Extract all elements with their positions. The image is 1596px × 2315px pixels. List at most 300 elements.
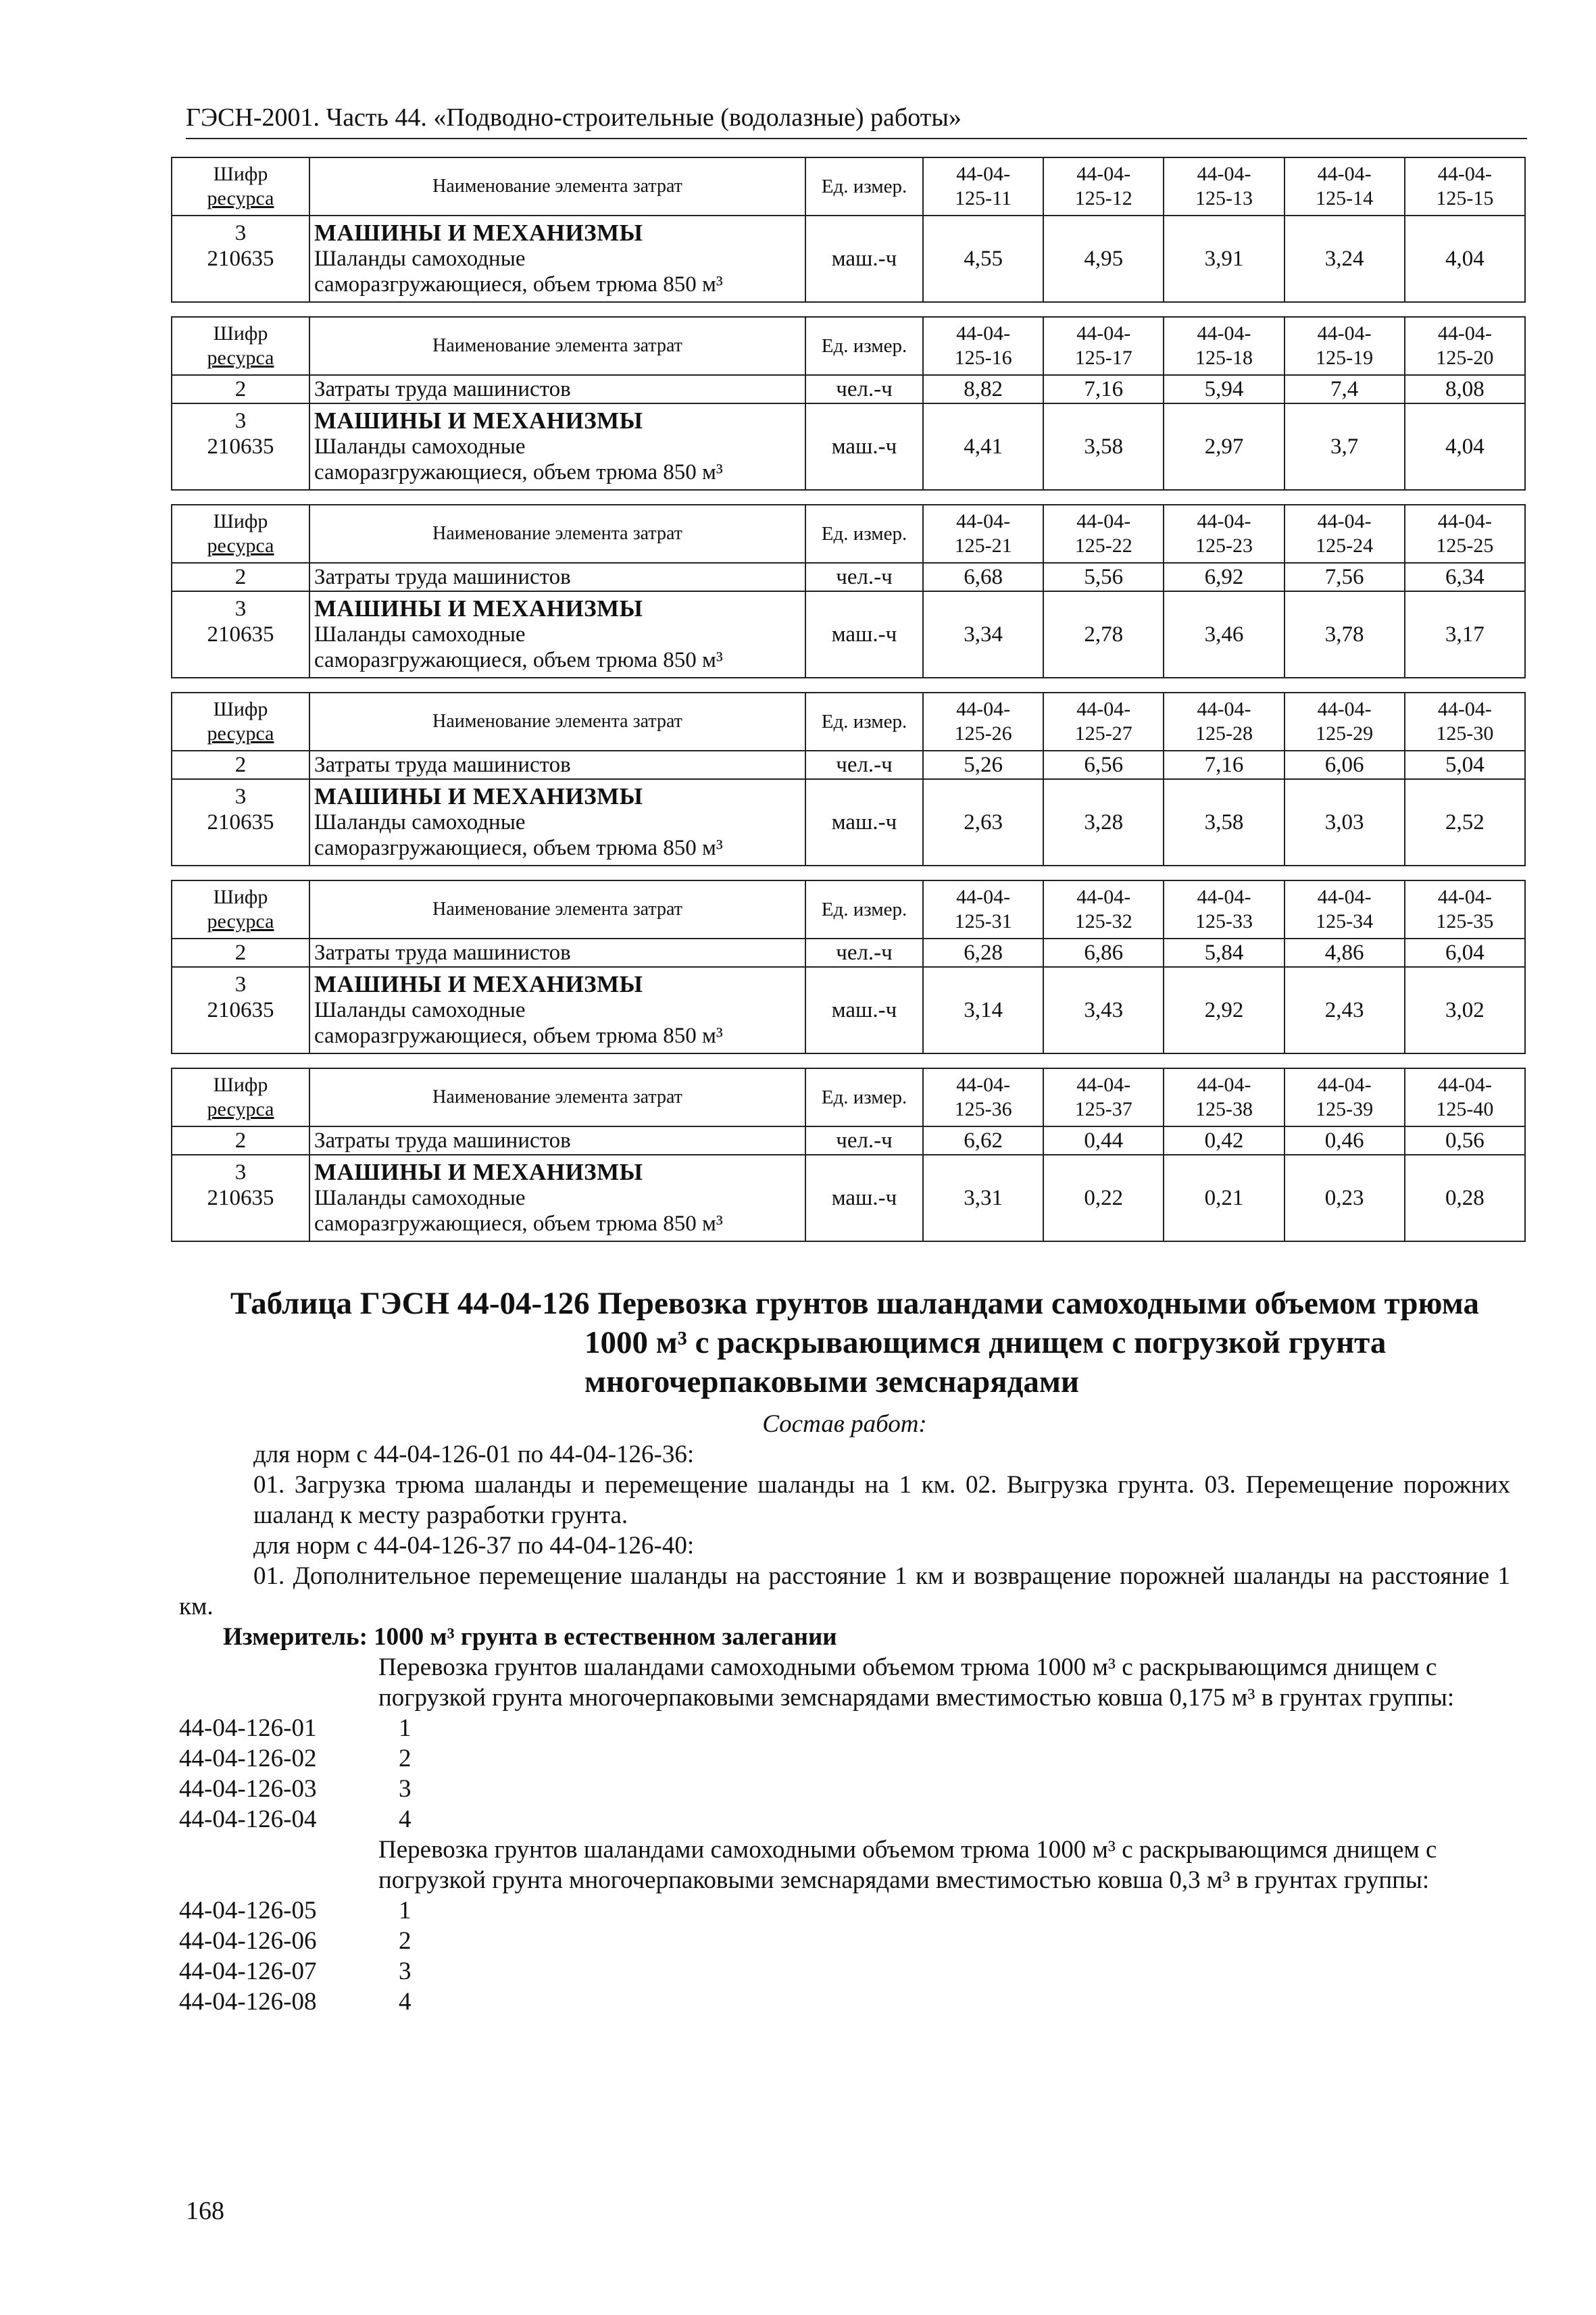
- resource-unit: чел.-ч: [805, 751, 923, 779]
- norm-code: 44-04-126-06: [179, 1927, 317, 1955]
- machine-name-line-2: саморазгружающиеся, объем трюма 850 м³: [314, 1024, 723, 1048]
- norm-code-part-1: 44-04-: [956, 886, 1011, 908]
- machine-code: 210635: [207, 1186, 274, 1210]
- norm-code-part-1: 44-04-: [1317, 1074, 1372, 1096]
- resource-name: Затраты труда машинистов: [309, 375, 805, 403]
- value-cell: 6,28: [923, 939, 1043, 967]
- norm-code-header: [923, 317, 1043, 375]
- value-cell: 3,34: [923, 591, 1043, 678]
- resource-name: [309, 967, 805, 1053]
- norm-code-part-2: 125-23: [1195, 534, 1253, 557]
- value-cell: 6,06: [1285, 751, 1405, 779]
- norm-code: 44-04-126-05: [179, 1897, 317, 1924]
- machinery-row: [172, 216, 1525, 302]
- table-header-row: [172, 1068, 1525, 1126]
- table-title-line-3: многочерпаковыми земснарядами: [584, 1364, 1079, 1399]
- machine-name-line-1: Шаланды самоходные: [314, 810, 526, 835]
- value-cell: 3,91: [1164, 216, 1284, 302]
- value-cell: 2,52: [1405, 779, 1525, 866]
- code-list-1: [179, 1713, 1510, 1835]
- norm-code-part-1: 44-04-: [956, 698, 1011, 720]
- soil-group: 1: [399, 1897, 412, 1924]
- resource-code: 2: [172, 1126, 309, 1155]
- machine-code: 210635: [207, 434, 274, 459]
- code-header-line-2: ресурса: [207, 722, 274, 745]
- norm-code: 44-04-126-04: [179, 1806, 317, 1833]
- norm-table: [171, 157, 1526, 303]
- norm-code-part-2: 125-35: [1436, 910, 1494, 932]
- norm-code-header: [1285, 157, 1405, 216]
- code-header: [172, 1068, 309, 1126]
- norm-code-part-2: 125-17: [1074, 347, 1132, 369]
- value-cell: 3,02: [1405, 967, 1525, 1053]
- value-cell: 0,21: [1164, 1155, 1284, 1241]
- unit-header: Ед. измер.: [805, 1068, 923, 1126]
- value-cell: 3,24: [1285, 216, 1405, 302]
- value-cell: 4,55: [923, 216, 1043, 302]
- value-cell: 2,63: [923, 779, 1043, 866]
- machine-code: 210635: [207, 247, 274, 271]
- code-header-line-2: ресурса: [207, 347, 274, 369]
- unit-header: Ед. измер.: [805, 693, 923, 751]
- norm-code-header: [1285, 693, 1405, 751]
- table-header-row: [172, 880, 1525, 939]
- value-cell: 6,56: [1043, 751, 1164, 779]
- value-cell: 0,42: [1164, 1126, 1284, 1155]
- norm-code-part-2: 125-14: [1316, 187, 1374, 209]
- name-header: Наименование элемента затрат: [309, 505, 805, 563]
- machine-name-line-1: Шаланды самоходные: [314, 1186, 526, 1210]
- norm-code-header: [1285, 317, 1405, 375]
- resource-code: [172, 216, 309, 302]
- norm-range-2: для норм с 44-04-126-37 по 44-04-126-40:: [253, 1532, 695, 1560]
- value-cell: 5,84: [1164, 939, 1284, 967]
- code-header: [172, 317, 309, 375]
- resource-name: Затраты труда машинистов: [309, 563, 805, 591]
- code-header-line-1: Шифр: [213, 163, 268, 185]
- resource-unit: чел.-ч: [805, 1126, 923, 1155]
- value-cell: 3,58: [1164, 779, 1284, 866]
- norm-code-header: [1285, 880, 1405, 939]
- norm-code-part-1: 44-04-: [1437, 510, 1492, 532]
- section-code: 3: [234, 1160, 247, 1185]
- code-header-line-1: Шифр: [213, 322, 268, 345]
- name-header: Наименование элемента затрат: [309, 880, 805, 939]
- norm-code-part-1: 44-04-: [956, 322, 1011, 345]
- norm-code-header: [1405, 505, 1525, 563]
- norm-code-header: [1164, 317, 1284, 375]
- norm-code-header: [1164, 693, 1284, 751]
- resource-code: [172, 967, 309, 1053]
- norm-code-part-2: 125-13: [1195, 187, 1253, 209]
- page-number: 168: [186, 2197, 224, 2225]
- norm-code-header: [1285, 1068, 1405, 1126]
- name-header: Наименование элемента затрат: [309, 693, 805, 751]
- norm-code-part-2: 125-24: [1316, 534, 1374, 557]
- resource-code: [172, 779, 309, 866]
- norm-code-part-1: 44-04-: [1317, 163, 1372, 185]
- value-cell: 3,17: [1405, 591, 1525, 678]
- norm-code-part-2: 125-36: [954, 1098, 1012, 1120]
- norm-code-part-2: 125-27: [1074, 722, 1132, 745]
- work-list-2: [179, 1561, 1510, 1622]
- norm-code-part-1: 44-04-: [1437, 1074, 1492, 1096]
- norm-table: [171, 1068, 1526, 1242]
- work-list-1: [179, 1470, 1510, 1530]
- norm-code-header: [1405, 157, 1525, 216]
- norm-table: [171, 880, 1526, 1054]
- norm-code-part-2: 125-34: [1316, 910, 1374, 932]
- norm-code-header: [1043, 693, 1164, 751]
- table-title: [179, 1284, 1530, 1401]
- soil-group: 3: [399, 1775, 412, 1803]
- norm-code-part-2: 125-39: [1316, 1098, 1374, 1120]
- norm-code-part-1: 44-04-: [1437, 322, 1492, 345]
- resource-code: 2: [172, 375, 309, 403]
- composition-heading: Состав работ:: [762, 1410, 927, 1438]
- value-cell: 2,97: [1164, 403, 1284, 490]
- norm-code-part-1: 44-04-: [1317, 698, 1372, 720]
- soil-group: 3: [399, 1958, 412, 1985]
- code-header-line-2: ресурса: [207, 187, 274, 209]
- section-code: 3: [234, 597, 247, 621]
- norm-code-header: [1043, 880, 1164, 939]
- resource-code: 2: [172, 751, 309, 779]
- resource-name: [309, 591, 805, 678]
- norm-code-part-2: 125-38: [1195, 1098, 1253, 1120]
- norm-code-header: [923, 693, 1043, 751]
- description-1: Перевозка грунтов шаландами самоходными объемом трюма 1000 м³ с раскрывающимся днищем с погрузкой грунта многочерпаковыми земснарядами вместимостью ковша 0,175 м³ в грунтах группы:: [378, 1653, 1455, 1712]
- table-header-row: [172, 317, 1525, 375]
- norm-code-part-2: 125-31: [954, 910, 1012, 932]
- value-cell: 2,92: [1164, 967, 1284, 1053]
- norm-table: [171, 504, 1526, 678]
- machine-name-line-2: саморазгружающиеся, объем трюма 850 м³: [314, 1212, 723, 1236]
- code-header-line-2: ресурса: [207, 1098, 274, 1120]
- norm-code-header: [1043, 1068, 1164, 1126]
- norm-code-part-2: 125-40: [1436, 1098, 1494, 1120]
- value-cell: 0,46: [1285, 1126, 1405, 1155]
- resource-unit: чел.-ч: [805, 375, 923, 403]
- code-row: [179, 1895, 1510, 1926]
- unit-header: Ед. измер.: [805, 880, 923, 939]
- resource-unit: маш.-ч: [805, 1155, 923, 1241]
- labor-row: [172, 563, 1525, 591]
- norm-code-part-1: 44-04-: [1197, 698, 1251, 720]
- value-cell: 8,08: [1405, 375, 1525, 403]
- norm-code-part-2: 125-33: [1195, 910, 1253, 932]
- section-title: МАШИНЫ И МЕХАНИЗМЫ: [314, 407, 643, 434]
- spacer: [176, 647, 305, 673]
- norm-code-header: [1164, 1068, 1284, 1126]
- norm-code-part-2: 125-25: [1436, 534, 1494, 557]
- norm-code-part-1: 44-04-: [1076, 886, 1131, 908]
- resource-unit: маш.-ч: [805, 967, 923, 1053]
- norm-code-part-2: 125-32: [1074, 910, 1132, 932]
- value-cell: 6,92: [1164, 563, 1284, 591]
- value-cell: 7,16: [1043, 375, 1164, 403]
- value-cell: 7,56: [1285, 563, 1405, 591]
- labor-row: [172, 939, 1525, 967]
- machine-name-line-2: саморазгружающиеся, объем трюма 850 м³: [314, 272, 723, 297]
- norm-code-part-1: 44-04-: [1197, 1074, 1251, 1096]
- norm-code-part-2: 125-18: [1195, 347, 1253, 369]
- norm-code-part-1: 44-04-: [1076, 698, 1131, 720]
- labor-row: [172, 751, 1525, 779]
- resource-name: [309, 403, 805, 490]
- norm-code: 44-04-126-01: [179, 1714, 317, 1742]
- code-header-line-2: ресурса: [207, 910, 274, 932]
- section-title: МАШИНЫ И МЕХАНИЗМЫ: [314, 595, 643, 622]
- work-list-1-text: 01. Загрузка трюма шаланды и перемещение шаланды на 1 км. 02. Выгрузка грунта. 03. Перемещение порожних шаланд к месту разработки грунта.: [253, 1471, 1510, 1529]
- value-cell: 6,68: [923, 563, 1043, 591]
- value-cell: 2,78: [1043, 591, 1164, 678]
- value-cell: 3,28: [1043, 779, 1164, 866]
- labor-row: [172, 375, 1525, 403]
- norm-code-header: [1043, 505, 1164, 563]
- code-header: [172, 157, 309, 216]
- machine-code: 210635: [207, 810, 274, 835]
- machine-name-line-2: саморазгружающиеся, объем трюма 850 м³: [314, 648, 723, 672]
- soil-group: 4: [399, 1806, 412, 1833]
- table-title-line-1: Таблица ГЭСН 44-04-126 Перевозка грунтов шаландами самоходными объемом трюма: [230, 1286, 1479, 1321]
- name-header: Наименование элемента затрат: [309, 1068, 805, 1126]
- norm-table: [171, 316, 1526, 491]
- norm-code-part-2: 125-30: [1436, 722, 1494, 745]
- code-row: [179, 1774, 1510, 1804]
- labor-row: [172, 1126, 1525, 1155]
- machinery-row: [172, 967, 1525, 1053]
- norm-code-part-2: 125-12: [1074, 187, 1132, 209]
- machine-code: 210635: [207, 998, 274, 1022]
- value-cell: 7,4: [1285, 375, 1405, 403]
- value-cell: 0,28: [1405, 1155, 1525, 1241]
- code-header-line-1: Шифр: [213, 510, 268, 532]
- norm-table: [171, 692, 1526, 866]
- code-row: [179, 1804, 1510, 1835]
- norm-code-header: [1164, 505, 1284, 563]
- value-cell: 5,56: [1043, 563, 1164, 591]
- section-title: МАШИНЫ И МЕХАНИЗМЫ: [314, 783, 643, 810]
- machine-name-line-2: саморазгружающиеся, объем трюма 850 м³: [314, 460, 723, 484]
- value-cell: 5,94: [1164, 375, 1284, 403]
- code-row: [179, 1743, 1510, 1774]
- norm-code-part-2: 125-15: [1436, 187, 1494, 209]
- norm-code-part-1: 44-04-: [1076, 322, 1131, 345]
- resource-code: 2: [172, 939, 309, 967]
- value-cell: 8,82: [923, 375, 1043, 403]
- value-cell: 0,44: [1043, 1126, 1164, 1155]
- machine-name-line-1: Шаланды самоходные: [314, 434, 526, 459]
- norm-code-part-1: 44-04-: [1076, 1074, 1131, 1096]
- value-cell: 4,04: [1405, 216, 1525, 302]
- norm-code-part-1: 44-04-: [1197, 163, 1251, 185]
- resource-unit: чел.-ч: [805, 563, 923, 591]
- measure-unit: Измеритель: 1000 м³ грунта в естественном залегании: [223, 1623, 837, 1651]
- resource-name: Затраты труда машинистов: [309, 751, 805, 779]
- section-code: 3: [234, 785, 247, 809]
- norm-code-part-1: 44-04-: [1437, 163, 1492, 185]
- norm-code-part-1: 44-04-: [956, 510, 1011, 532]
- table-description: [179, 1409, 1510, 2017]
- resource-name: [309, 779, 805, 866]
- value-cell: 4,41: [923, 403, 1043, 490]
- table-header-row: [172, 505, 1525, 563]
- norm-code-part-2: 125-20: [1436, 347, 1494, 369]
- description-2: Перевозка грунтов шаландами самоходными объемом трюма 1000 м³ с раскрывающимся днищем с погрузкой грунта многочерпаковыми земснарядами вместимостью ковша 0,3 м³ в грунтах группы:: [378, 1836, 1437, 1894]
- value-cell: 6,86: [1043, 939, 1164, 967]
- norm-code-header: [1405, 1068, 1525, 1126]
- norm-code-header: [923, 157, 1043, 216]
- value-cell: 4,86: [1285, 939, 1405, 967]
- norm-code-header: [1043, 157, 1164, 216]
- machinery-row: [172, 779, 1525, 866]
- norm-code-part-2: 125-26: [954, 722, 1012, 745]
- norm-code: 44-04-126-08: [179, 1988, 317, 2016]
- code-row: [179, 1956, 1510, 1987]
- section-code: 3: [234, 972, 247, 997]
- norm-code-part-2: 125-11: [955, 187, 1012, 209]
- norm-code-header: [923, 1068, 1043, 1126]
- norm-tables: [171, 157, 1526, 1255]
- code-header-line-2: ресурса: [207, 534, 274, 557]
- norm-code-part-2: 125-37: [1074, 1098, 1132, 1120]
- resource-unit: чел.-ч: [805, 939, 923, 967]
- value-cell: 3,78: [1285, 591, 1405, 678]
- machinery-row: [172, 1155, 1525, 1241]
- norm-code: 44-04-126-02: [179, 1745, 317, 1772]
- norm-code-header: [1405, 317, 1525, 375]
- code-header: [172, 693, 309, 751]
- code-header-line-1: Шифр: [213, 886, 268, 908]
- value-cell: 0,22: [1043, 1155, 1164, 1241]
- norm-code-part-1: 44-04-: [1317, 322, 1372, 345]
- value-cell: 3,43: [1043, 967, 1164, 1053]
- code-row: [179, 1926, 1510, 1956]
- resource-name: Затраты труда машинистов: [309, 939, 805, 967]
- norm-code-header: [923, 505, 1043, 563]
- resource-unit: маш.-ч: [805, 216, 923, 302]
- machine-name-line-2: саморазгружающиеся, объем трюма 850 м³: [314, 836, 723, 860]
- norm-code-header: [1164, 880, 1284, 939]
- spacer: [176, 272, 305, 297]
- value-cell: 4,04: [1405, 403, 1525, 490]
- soil-group: 1: [399, 1714, 412, 1742]
- norm-code-header: [1164, 157, 1284, 216]
- unit-header: Ед. измер.: [805, 505, 923, 563]
- code-row: [179, 1987, 1510, 2017]
- norm-code-header: [1285, 505, 1405, 563]
- spacer: [176, 459, 305, 485]
- norm-code: 44-04-126-07: [179, 1958, 317, 1985]
- norm-code-part-1: 44-04-: [1076, 163, 1131, 185]
- code-header: [172, 880, 309, 939]
- resource-unit: маш.-ч: [805, 591, 923, 678]
- value-cell: 5,04: [1405, 751, 1525, 779]
- table-header-row: [172, 157, 1525, 216]
- code-list-2: [179, 1895, 1510, 2017]
- value-cell: 3,58: [1043, 403, 1164, 490]
- machinery-row: [172, 403, 1525, 490]
- running-header: ГЭСН-2001. Часть 44. «Подводно-строительные (водолазные) работы»: [186, 103, 1527, 139]
- value-cell: 7,16: [1164, 751, 1284, 779]
- section-title: МАШИНЫ И МЕХАНИЗМЫ: [314, 1159, 643, 1185]
- norm-code-part-2: 125-22: [1074, 534, 1132, 557]
- norm-code-part-2: 125-28: [1195, 722, 1253, 745]
- norm-code-part-1: 44-04-: [956, 1074, 1011, 1096]
- name-header: Наименование элемента затрат: [309, 317, 805, 375]
- norm-code-part-1: 44-04-: [1437, 698, 1492, 720]
- norm-code-part-1: 44-04-: [1317, 510, 1372, 532]
- value-cell: 6,04: [1405, 939, 1525, 967]
- work-list-2-text: 01. Дополнительное перемещение шаланды на расстояние 1 км и возвращение порожней шаланды на расстояние 1 км.: [179, 1562, 1510, 1620]
- machine-name-line-1: Шаланды самоходные: [314, 622, 526, 647]
- resource-code: [172, 403, 309, 490]
- value-cell: 2,43: [1285, 967, 1405, 1053]
- resource-code: [172, 591, 309, 678]
- code-header-line-1: Шифр: [213, 1074, 268, 1096]
- norm-code-part-2: 125-16: [954, 347, 1012, 369]
- norm-code-part-2: 125-19: [1316, 347, 1374, 369]
- norm-code-header: [923, 880, 1043, 939]
- value-cell: 5,26: [923, 751, 1043, 779]
- soil-group: 2: [399, 1927, 412, 1955]
- norm-code-part-2: 125-21: [954, 534, 1012, 557]
- value-cell: 3,46: [1164, 591, 1284, 678]
- table-header-row: [172, 693, 1525, 751]
- machine-name-line-1: Шаланды самоходные: [314, 998, 526, 1022]
- code-header: [172, 505, 309, 563]
- value-cell: 3,14: [923, 967, 1043, 1053]
- section-title: МАШИНЫ И МЕХАНИЗМЫ: [314, 971, 643, 997]
- resource-name: [309, 1155, 805, 1241]
- section-title: МАШИНЫ И МЕХАНИЗМЫ: [314, 220, 643, 246]
- norm-code-header: [1405, 693, 1525, 751]
- value-cell: 6,34: [1405, 563, 1525, 591]
- norm-code-part-1: 44-04-: [1197, 322, 1251, 345]
- value-cell: 3,7: [1285, 403, 1405, 490]
- spacer: [176, 835, 305, 861]
- value-cell: 0,23: [1285, 1155, 1405, 1241]
- table-title-line-2: 1000 м³ с раскрывающимся днищем с погрузкой грунта: [584, 1325, 1387, 1360]
- resource-code: [172, 1155, 309, 1241]
- code-header-line-1: Шифр: [213, 698, 268, 720]
- resource-code: 2: [172, 563, 309, 591]
- resource-unit: маш.-ч: [805, 403, 923, 490]
- norm-code-part-1: 44-04-: [1197, 510, 1251, 532]
- name-header: Наименование элемента затрат: [309, 157, 805, 216]
- norm-code-header: [1043, 317, 1164, 375]
- resource-unit: маш.-ч: [805, 779, 923, 866]
- norm-code-header: [1405, 880, 1525, 939]
- value-cell: 0,56: [1405, 1126, 1525, 1155]
- value-cell: 6,62: [923, 1126, 1043, 1155]
- machinery-row: [172, 591, 1525, 678]
- value-cell: 3,03: [1285, 779, 1405, 866]
- spacer: [176, 1211, 305, 1237]
- value-cell: 4,95: [1043, 216, 1164, 302]
- norm-code-part-1: 44-04-: [1437, 886, 1492, 908]
- spacer: [176, 1023, 305, 1049]
- machine-name-line-1: Шаланды самоходные: [314, 247, 526, 271]
- section-code: 3: [234, 409, 247, 433]
- unit-header: Ед. измер.: [805, 157, 923, 216]
- unit-header: Ед. измер.: [805, 317, 923, 375]
- section-code: 3: [234, 221, 247, 245]
- resource-name: Затраты труда машинистов: [309, 1126, 805, 1155]
- norm-range-1: для норм с 44-04-126-01 по 44-04-126-36:: [253, 1441, 695, 1468]
- resource-name: [309, 216, 805, 302]
